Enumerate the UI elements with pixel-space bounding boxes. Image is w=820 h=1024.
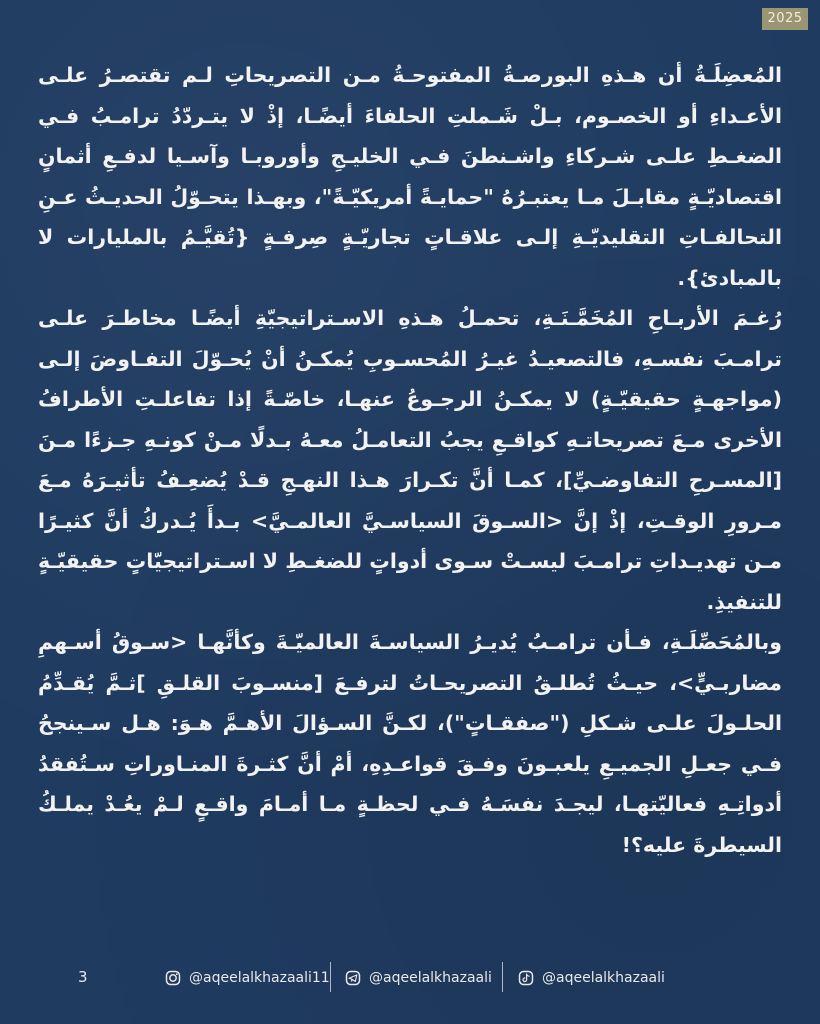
paragraph-2: رُغـمَ الأربـاحِ المُخَمَّـنَـةِ، تحمـلُ هـذهِ الاسـتراتيجيّةِ أيضًـا مخاطـرَ علـى ترامـبَ نفسـهِ، فالتصعيـدُ غيـرُ المُحسـوبِ يُمكـنُ أنْ يُحـوّلَ التفـاوضَ إلـى (مواجهـةٍ حقيقيّـةٍ) لا يمكـنُ الرجـوعُ عنهـا، خاصّـةً إذا تفاعلـتِ الأطرافُ الأخرى مـعَ تصريحاتـهِ كواقـعِ يجبُ التعامـلُ معـهُ بـدلًا مـنْ كونـهِ جـزءًا مـنَ [المسـرحِ التفاوضـيِّ]، كمـا أنَّ تكـرارَ هـذا النهـجِ قـدْ يُضعِـفُ تأثيـرَهُ مـعَ مـرورِ الوقـتِ، إذْ إنَّ <السـوقَ السياسـيَّ العالمـيَّ> بـدأَ يُـدركُ أنَّ كثيـرًا مـن تهديـداتِ ترامـبَ ليسـتْ سـوى أدواتٍ للضغـطِ لا اسـتراتيجيّاتٍ حقيقيّـةٍ للتنفيذِ. [38, 306, 782, 614]
footer-divider-2 [502, 962, 503, 992]
telegram-handle: @aqeelalkhazaali [369, 970, 492, 986]
instagram-handle: @aqeelalkhazaali11 [189, 970, 330, 986]
footer [0, 960, 820, 996]
page-number: 3 [78, 968, 88, 986]
year-badge: 2025 [762, 8, 808, 30]
article-body [38, 55, 782, 865]
social-instagram[interactable] [165, 968, 330, 988]
tiktok-handle: @aqeelalkhazaali [542, 970, 665, 986]
social-telegram[interactable] [345, 968, 492, 988]
telegram-icon [345, 970, 361, 986]
social-tiktok[interactable] [518, 968, 665, 988]
paragraph-1: المُعضِلَـةُ أن هـذهِ البورصـةُ المفتوحـةُ مـن التصريحاتِ لـم تقتصـرُ علـى الأعـداءِ أو الخصـوم، بـلْ شَـملتِ الحلفاءَ أيضًـا، إذْ لا يتـردّدُ ترامـبُ فـي الضغـطِ علـى شـركاءِ واشـنطنَ فـي الخليـجِ وأوروبـا وآسـيا لدفـعِ أثمانٍ اقتصاديّـةٍ مقابـلَ مـا يعتبـرُهُ "حمايـةً أمريكيّـةً"، وبهـذا يتحـوّلُ الحديـثُ عـنِ التحالفـاتِ التقليديّـةِ إلـى علاقـاتٍ تجاريّـةٍ صِرفـةٍ {تُقيَّـمُ بالمليارات لا بالمبادئ}. [38, 63, 782, 290]
footer-divider-1 [330, 962, 331, 992]
instagram-icon [165, 970, 181, 986]
paragraph-3: وبالمُحَصِّلَـةِ، فـأن ترامـبُ يُديـرُ السياسـةَ العالميّـةَ وكأنَّهـا <سـوقُ أسـهمِ مضاربـيٍّ>، حيـثُ تُطلـقُ التصريحـاتُ لترفـعَ [منسـوبَ القلـقِ ]ثـمَّ يُقـدِّمُ الحلـولَ علـى شـكلِ ("صفقـاتٍ")، لكـنَّ السـؤالَ الأهـمَّ هـوَ: هـل سـينجحُ فـي جعـلِ الجميـعِ يلعبـونَ وفـقَ قواعـدِهِ، أمْ أنَّ كثـرةَ المنـاوراتِ سـتُفقدُ أدواتِـهِ فعاليّتهـا، ليجـدَ نفسَـهُ فـي لحظـةٍ مـا أمـامَ واقـعٍ لـمْ يعُـدْ يملـكُ السيطرةَ عليه؟! [38, 630, 782, 857]
tiktok-icon [518, 970, 534, 986]
